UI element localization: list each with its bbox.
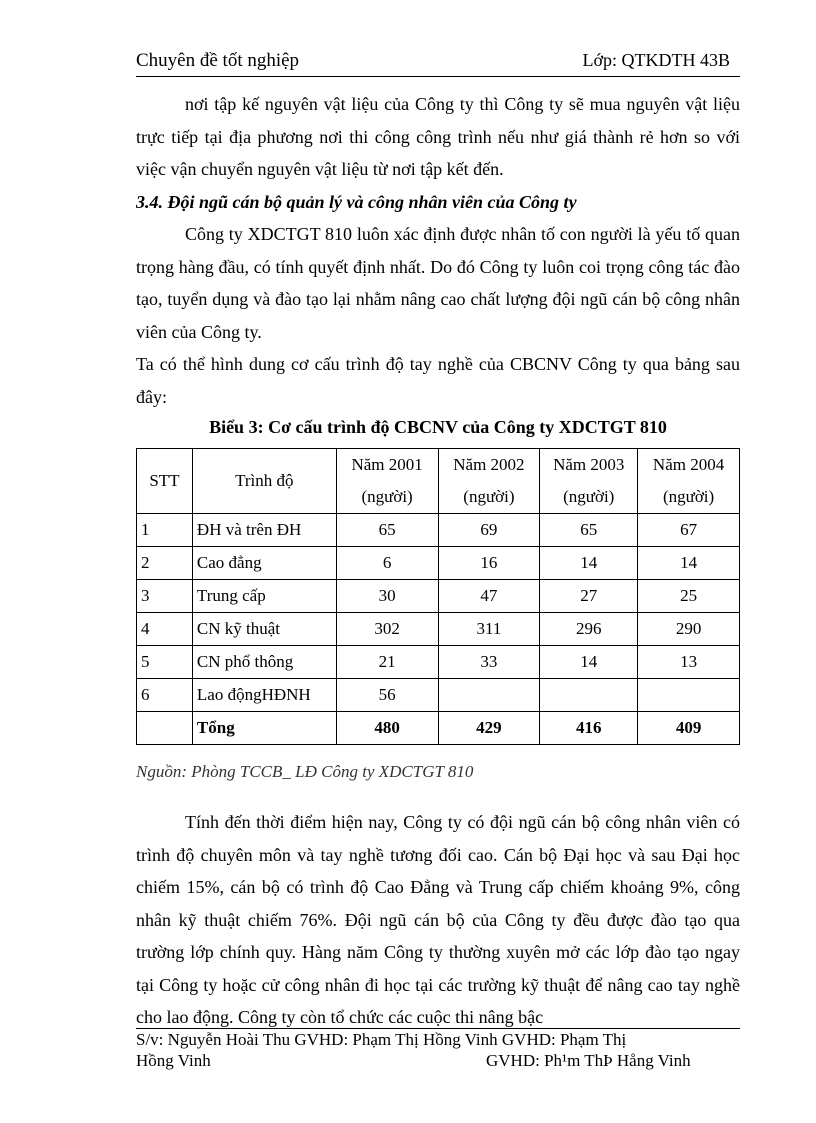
page-footer — [136, 1028, 740, 1071]
table-header-row — [137, 449, 740, 514]
cell-2003: 65 — [540, 514, 638, 547]
cell-level: CN phổ thông — [192, 646, 336, 679]
cell-total-2001: 480 — [336, 712, 438, 745]
cell-total-label: Tổng — [192, 712, 336, 745]
cell-total-2002: 429 — [438, 712, 540, 745]
cell-2002: 69 — [438, 514, 540, 547]
cell-level: Trung cấp — [192, 580, 336, 613]
table-row — [137, 514, 740, 547]
cell-2002: 311 — [438, 613, 540, 646]
page-header — [136, 50, 740, 77]
table-row — [137, 646, 740, 679]
footer-line-2-left: Hồng Vinh — [136, 1051, 211, 1070]
cell-2004: 25 — [638, 580, 740, 613]
staff-qualification-table — [136, 448, 740, 745]
header-2004: Năm 2004 (người) — [638, 449, 740, 514]
header-level: Trình độ — [192, 449, 336, 514]
cell-2003 — [540, 679, 638, 712]
table-source-note: Nguồn: Phòng TCCB_ LĐ Công ty XDCTGT 810 — [136, 762, 474, 781]
header-2002: Năm 2002 (người) — [438, 449, 540, 514]
header-course-title: Chuyên đề tốt nghiệp — [136, 50, 300, 71]
paragraph-table-intro: Ta có thể hình dung cơ cấu trình độ tay nghề của CBCNV Công ty qua bảng sau đây: — [136, 354, 740, 407]
cell-2002: 16 — [438, 547, 540, 580]
footer-line-2 — [136, 1050, 740, 1071]
paragraph-staff-quality: Tính đến thời điểm hiện nay, Công ty có đội ngũ cán bộ công nhân viên có trình độ chuyên môn và tay nghề tương đối cao. Cán bộ Đại học và sau Đại học chiếm 15%, cán bộ có trình độ Cao Đẳng và Trung cấp chiếm khoảng 9%, công nhân kỹ thuật chiếm 76%. Đội ngũ cán bộ của Công ty đều được đào tạo qua trường lớp chính quy. Hàng năm Công ty thường xuyên mở các lớp đào tạo ngay tại Công ty hoặc cử công nhân đi học tại các trường kỹ thuật để nâng cao tay nghề cho lao động. Công ty còn tổ chức các cuộc thi nâng bậc — [136, 812, 740, 1027]
cell-stt-empty — [137, 712, 193, 745]
paragraph-materials: nơi tập kế nguyên vật liệu của Công ty thì Công ty sẽ mua nguyên vật liệu trực tiếp tại địa phương nơi thi công công trình nếu như giá thành rẻ hơn so với việc vận chuyển nguyên vật liệu từ nơi tập kết đến. — [136, 94, 740, 179]
cell-2004 — [638, 679, 740, 712]
header-2003: Năm 2003 (người) — [540, 449, 638, 514]
cell-2001: 65 — [336, 514, 438, 547]
table-total-row — [137, 712, 740, 745]
cell-2004: 14 — [638, 547, 740, 580]
text-block-middle — [136, 218, 740, 413]
footer-line-1: S/v: Nguyễn Hoài Thu GVHD: Phạm Thị Hồng Vinh GVHD: Phạm Thị — [136, 1030, 627, 1049]
cell-2001: 56 — [336, 679, 438, 712]
header-stt: STT — [137, 449, 193, 514]
cell-stt: 5 — [137, 646, 193, 679]
cell-2004: 290 — [638, 613, 740, 646]
section-heading: 3.4. Đội ngũ cán bộ quản lý và công nhân viên của Công ty — [136, 192, 577, 212]
cell-level: Cao đẳng — [192, 547, 336, 580]
cell-2002 — [438, 679, 540, 712]
cell-2004: 13 — [638, 646, 740, 679]
cell-total-2003: 416 — [540, 712, 638, 745]
table-row — [137, 679, 740, 712]
cell-2001: 30 — [336, 580, 438, 613]
cell-level: ĐH và trên ĐH — [192, 514, 336, 547]
cell-level: CN kỹ thuật — [192, 613, 336, 646]
cell-stt: 6 — [137, 679, 193, 712]
cell-2003: 14 — [540, 547, 638, 580]
cell-2003: 27 — [540, 580, 638, 613]
paragraph-human-factor: Công ty XDCTGT 810 luôn xác định được nhân tố con người là yếu tố quan trọng hàng đầu, có tính quyết định nhất. Do đó Công ty luôn coi trọng công tác đào tạo, tuyển dụng và đào tạo lại nhằm nâng cao chất lượng đội ngũ cán bộ công nhân viên của Công ty. — [136, 224, 740, 342]
header-2001: Năm 2001 (người) — [336, 449, 438, 514]
table-row — [137, 580, 740, 613]
text-block-bottom — [136, 806, 740, 1034]
cell-level: Lao độngHĐNH — [192, 679, 336, 712]
cell-2003: 296 — [540, 613, 638, 646]
footer-line-2-right: GVHD: Ph¹m ThÞ Hång Vinh — [486, 1051, 691, 1070]
cell-2002: 47 — [438, 580, 540, 613]
table-title: Biểu 3: Cơ cấu trình độ CBCNV của Công ty XDCTGT 810 — [209, 417, 667, 437]
cell-2002: 33 — [438, 646, 540, 679]
cell-2001: 6 — [336, 547, 438, 580]
cell-2003: 14 — [540, 646, 638, 679]
text-block-top — [136, 88, 740, 186]
table-row — [137, 613, 740, 646]
table-row — [137, 547, 740, 580]
cell-stt: 4 — [137, 613, 193, 646]
cell-total-2004: 409 — [638, 712, 740, 745]
cell-2001: 302 — [336, 613, 438, 646]
cell-2004: 67 — [638, 514, 740, 547]
cell-2001: 21 — [336, 646, 438, 679]
cell-stt: 3 — [137, 580, 193, 613]
cell-stt: 1 — [137, 514, 193, 547]
header-class-label: Lớp: QTKDTH 43B — [582, 50, 730, 70]
cell-stt: 2 — [137, 547, 193, 580]
